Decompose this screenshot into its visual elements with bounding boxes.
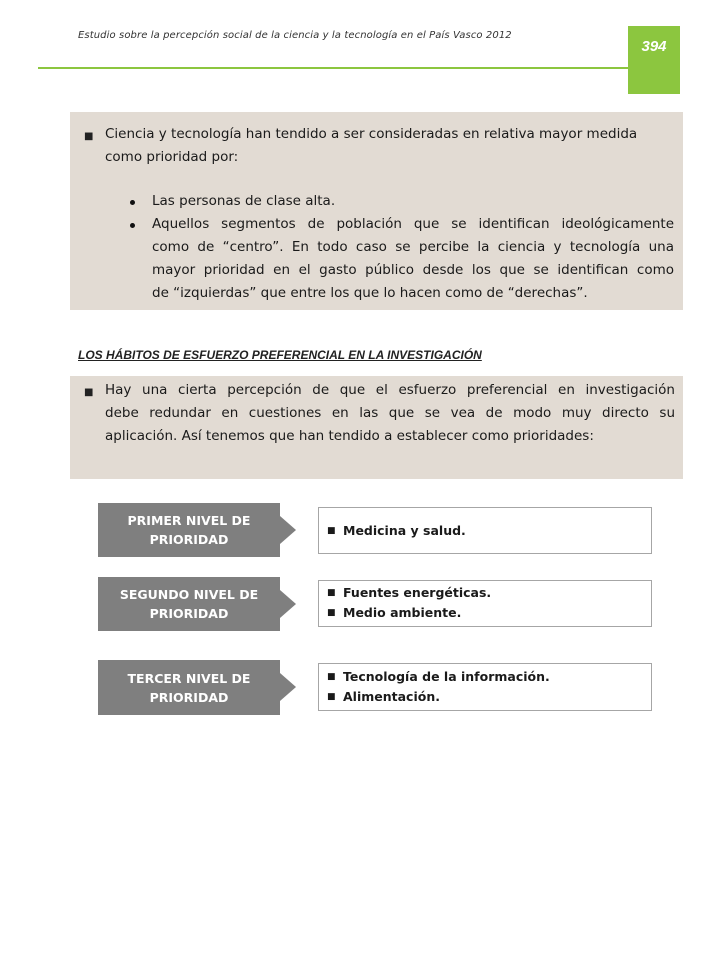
square-bullet-icon: ■: [327, 692, 336, 702]
document-header-title: Estudio sobre la percepción social de la ciencia y la tecnología en el País Vasco 2012: [78, 30, 512, 41]
box1-sub-item-2-line-4: de “izquierdas” que entre los que lo hacen como de “derechas”.: [152, 285, 588, 301]
priority-level-1-item-1: Medicina y salud.: [343, 523, 466, 538]
summary-box-2: [70, 376, 683, 479]
square-bullet-icon: ■: [84, 131, 94, 142]
bullet-dot-icon: [130, 223, 135, 228]
box1-sub-item-2-line-2: como de “centro”. En todo caso se percibe la ciencia y tecnología una: [152, 239, 674, 255]
priority-level-3-label-line-1: TERCER NIVEL DE: [127, 670, 251, 686]
priority-level-3-label: [98, 660, 280, 715]
square-bullet-icon: ■: [327, 526, 336, 536]
box1-sub-item-2-line-1: Aquellos segmentos de población que se identifican ideológicamente: [152, 216, 674, 232]
priority-level-1-label-line-2: PRIORIDAD: [149, 532, 229, 547]
arrow-right-icon: [280, 516, 296, 544]
priority-level-2-label-line-2: PRIORIDAD: [149, 606, 229, 621]
bullet-dot-icon: [130, 200, 135, 205]
priority-level-3-item-2: Alimentación.: [343, 689, 440, 704]
box1-line-1: Ciencia y tecnología han tendido a ser consideradas en relativa mayor medida: [105, 126, 638, 142]
priority-level-2-items: [318, 580, 652, 627]
priority-level-2-item-2: Medio ambiente.: [343, 605, 462, 620]
box1-sub-item-2-line-3: mayor prioridad en el gasto público desde los que se identifican como: [152, 262, 674, 278]
box2-line-3: aplicación. Así tenemos que han tendido a establecer como prioridades:: [105, 428, 594, 444]
square-bullet-icon: ■: [327, 608, 336, 618]
priority-level-2-label: [98, 577, 280, 631]
square-bullet-icon: ■: [84, 387, 94, 398]
priority-level-3-item-1: Tecnología de la información.: [343, 669, 550, 684]
priority-level-2-label-line-1: SEGUNDO NIVEL DE: [119, 587, 259, 602]
priority-level-2-item-1: Fuentes energéticas.: [343, 585, 492, 600]
page-number: 394: [641, 38, 667, 55]
summary-box-1: [70, 112, 683, 310]
box2-line-2: debe redundar en cuestiones en las que se vea de modo muy directo su: [105, 405, 675, 421]
square-bullet-icon: ■: [327, 672, 336, 682]
priority-level-3-label-line-2: PRIORIDAD: [149, 689, 229, 705]
arrow-right-icon: [280, 590, 296, 618]
square-bullet-icon: ■: [327, 588, 336, 598]
box2-line-1: Hay una cierta percepción de que el esfuerzo preferencial en investigación: [105, 382, 675, 398]
box1-line-2: como prioridad por:: [105, 149, 239, 165]
priority-level-3-items: [318, 663, 652, 711]
box1-sub-item-1: Las personas de clase alta.: [152, 193, 336, 209]
header-divider: [38, 67, 630, 69]
page-number-badge: [628, 26, 680, 94]
priority-level-1-label-line-1: PRIMER NIVEL DE: [127, 513, 251, 528]
section-heading: LOS HÁBITOS DE ESFUERZO PREFERENCIAL EN LA INVESTIGACIÓN: [78, 348, 482, 362]
priority-level-1-items: [318, 507, 652, 554]
priority-level-1-label: [98, 503, 280, 557]
arrow-right-icon: [280, 673, 296, 701]
